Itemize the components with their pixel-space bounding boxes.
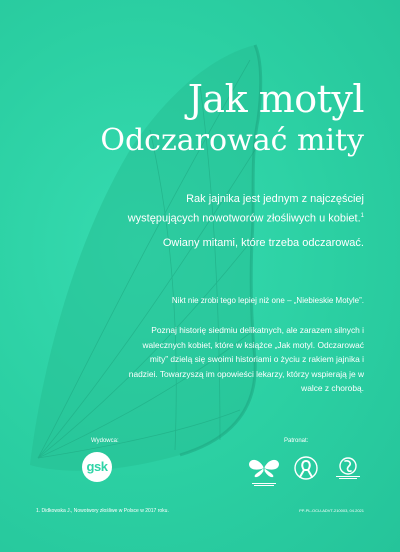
gsk-logo: [82, 452, 112, 482]
lead-paragraph: [124, 191, 364, 228]
gsk-logo-text: gsk: [86, 459, 108, 474]
document-code: PP-PL-OCU-ADVT-210003, 04.2021: [299, 508, 364, 513]
poster-title: [100, 77, 364, 158]
footnote: 1. Didkowska J., Nowotwory złośliwe w Polsce w 2017 roku.: [36, 508, 169, 514]
lead-text: Rak jajnika jest jednym z najczęściej występujących nowotworów złośliwych u kobiet.: [127, 193, 364, 225]
tagline: Owiany mitami, które trzeba odczarować.: [162, 237, 364, 249]
patronage-logos: [247, 456, 365, 486]
intro-text: Nikt nie zrobi tego lepiej niż one – „Niebieskie Motyle”.: [171, 296, 364, 305]
title-line-1: Jak motyl: [187, 77, 364, 121]
title-line-2: Odczarować mity: [100, 123, 364, 158]
butterfly-icon: [247, 456, 281, 484]
publisher-label: Wydowca:: [91, 438, 119, 444]
footnote-ref: 1: [360, 213, 364, 219]
patronage-label: Patronat:: [284, 438, 309, 444]
ribbon-icon: [289, 456, 323, 484]
ribbon-icon: [331, 456, 365, 484]
story-paragraph: Poznaj historię siedmiu delikatnych, ale zarazem silnych i walecznych kobiet, które w książce „Jak motyl. Odczarować mity” dzielą się swoimi historiami o życiu z rakiem jajnika i nadziei. Towarzyszą im opowieści lekarzy, którzy wspierają je w walce z chorobą.: [128, 325, 364, 394]
